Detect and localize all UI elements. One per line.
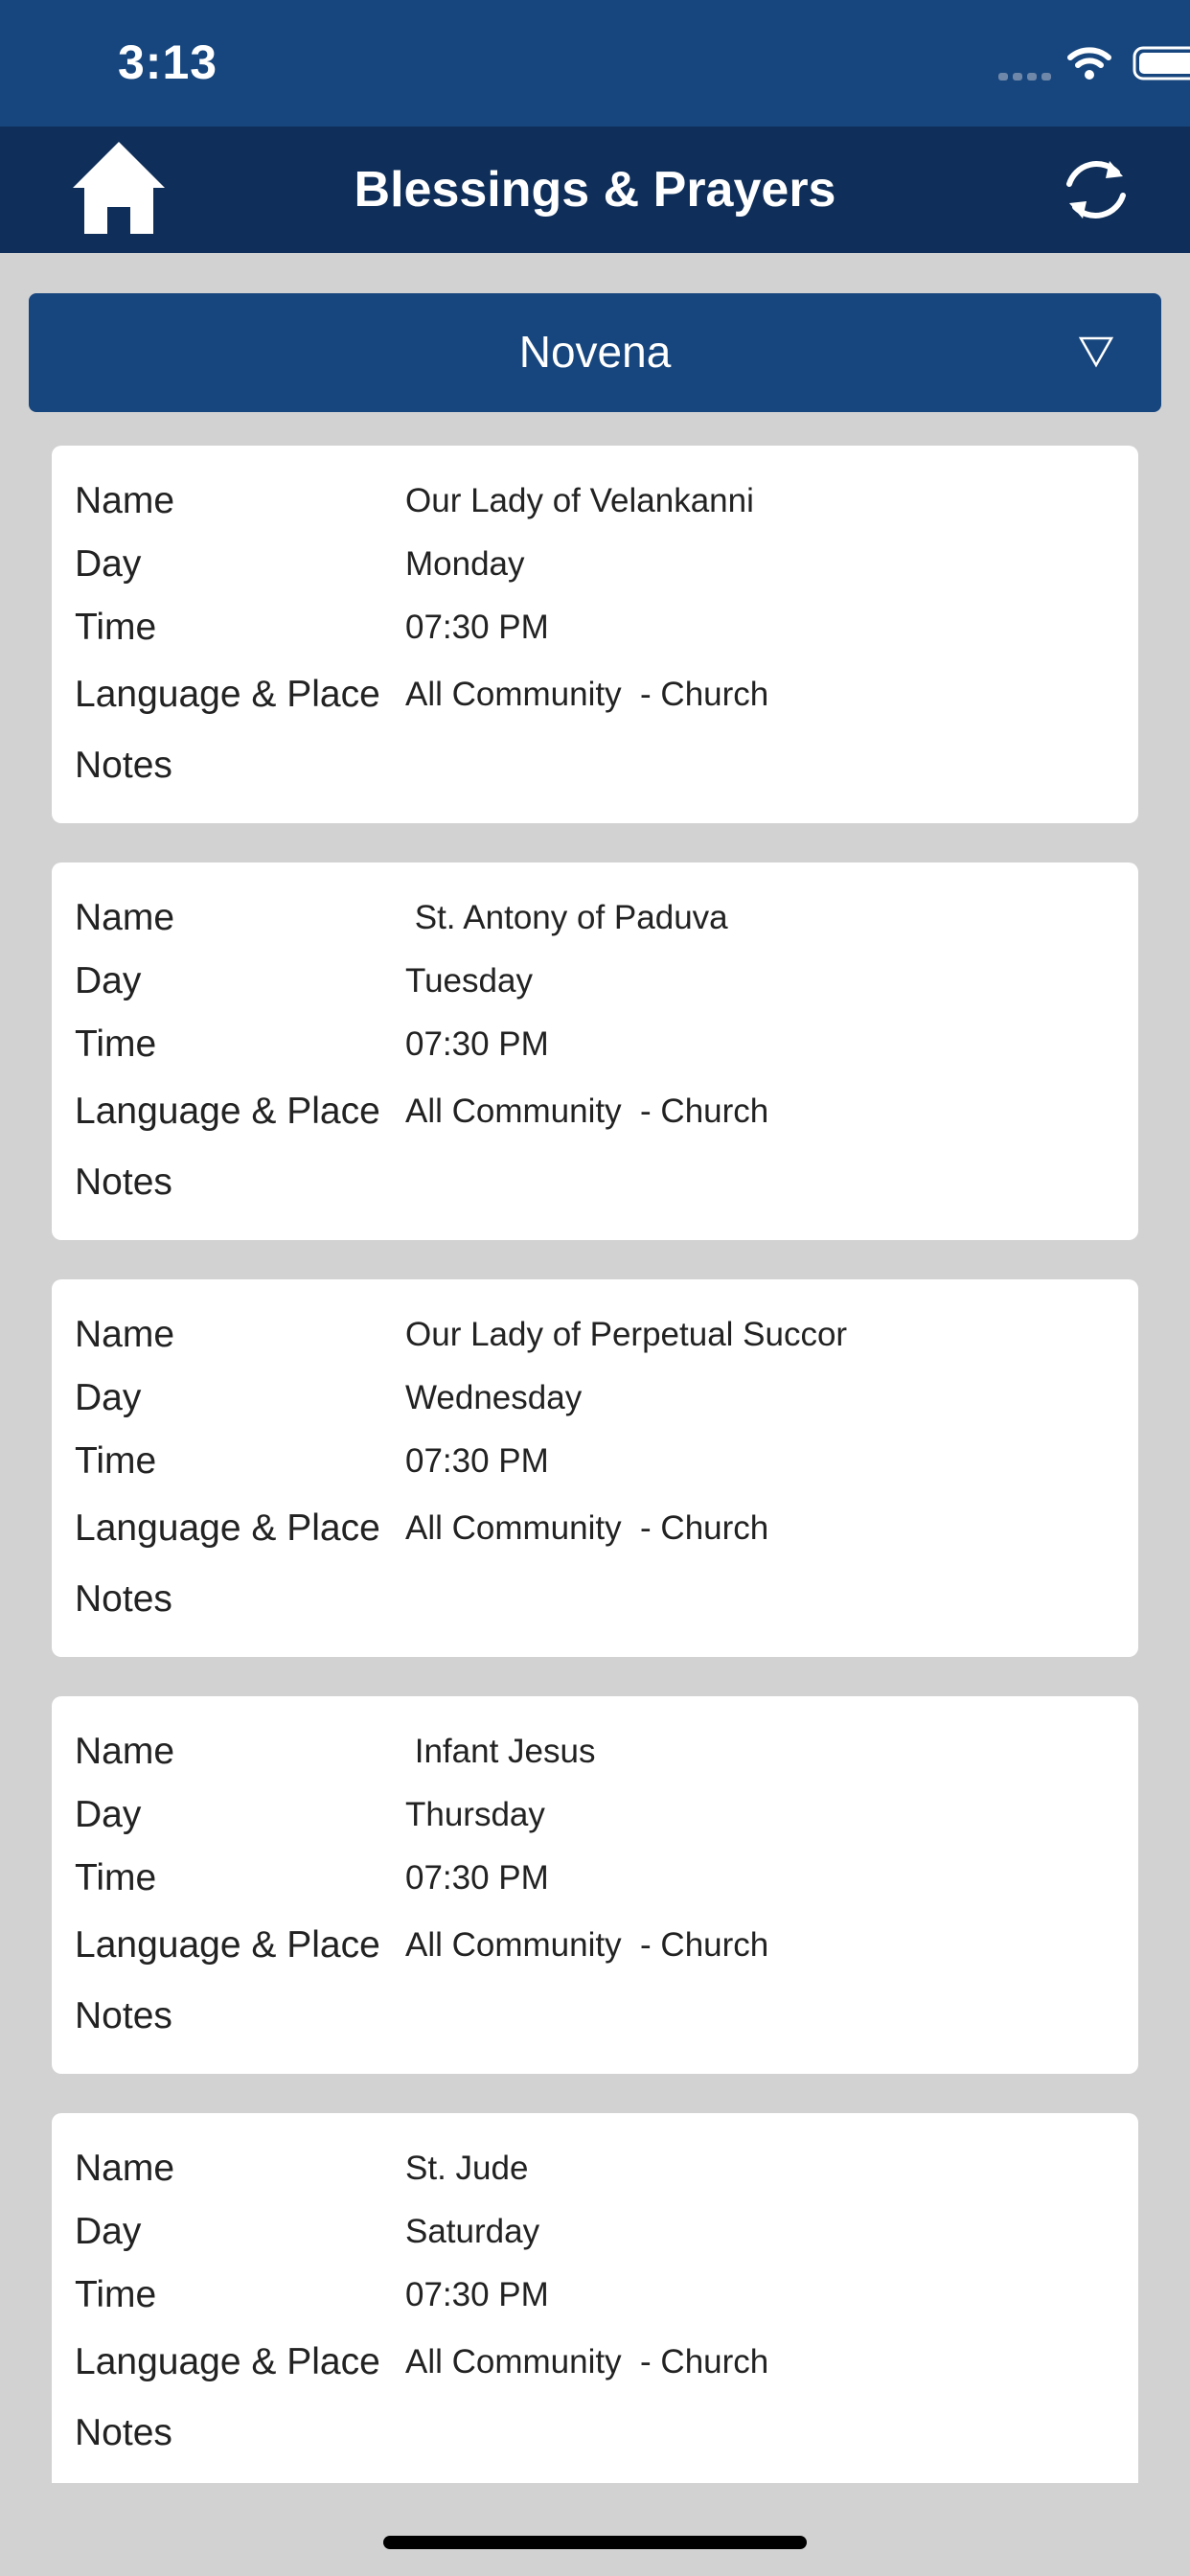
day-value: Wednesday [405, 1379, 583, 1416]
dropdown-selected-label: Novena [518, 327, 672, 377]
place-value: All Community - Church [405, 2343, 769, 2380]
time-label: Time [75, 1024, 157, 1065]
notes-label: Notes [75, 1995, 172, 2036]
name-label: Name [75, 897, 175, 938]
dropdown-arrow-icon [1079, 335, 1113, 368]
name-value: St. Antony of Paduva [405, 899, 728, 936]
battery-icon [1133, 44, 1190, 82]
time-label: Time [75, 1440, 157, 1482]
notes-label: Notes [75, 745, 172, 786]
list-item[interactable] [52, 862, 1138, 1240]
notes-label: Notes [75, 2412, 172, 2453]
category-dropdown[interactable] [29, 293, 1161, 412]
time-value: 07:30 PM [405, 2276, 549, 2313]
place-label: Language & Place [75, 1924, 380, 1966]
page-title: Blessings & Prayers [354, 162, 836, 218]
place-label: Language & Place [75, 674, 380, 715]
novena-list [52, 446, 1138, 2522]
name-label: Name [75, 2148, 175, 2189]
status-time: 3:13 [118, 35, 218, 89]
time-label: Time [75, 1857, 157, 1898]
home-indicator[interactable] [383, 2536, 807, 2549]
wifi-icon [1065, 44, 1113, 82]
place-label: Language & Place [75, 1507, 380, 1549]
nav-bar [0, 126, 1190, 253]
cellular-signal-icon [998, 71, 1056, 82]
place-value: All Community - Church [405, 1926, 769, 1964]
time-label: Time [75, 2274, 157, 2315]
day-label: Day [75, 1377, 142, 1418]
name-value: St. Jude [405, 2150, 529, 2187]
day-value: Monday [405, 545, 525, 583]
time-value: 07:30 PM [405, 1025, 549, 1063]
name-value: Infant Jesus [405, 1733, 596, 1770]
place-value: All Community - Church [405, 676, 769, 713]
time-value: 07:30 PM [405, 609, 549, 646]
day-label: Day [75, 2211, 142, 2252]
place-value: All Community - Church [405, 1092, 769, 1130]
name-value: Our Lady of Perpetual Succor [405, 1316, 848, 1353]
time-value: 07:30 PM [405, 1442, 549, 1480]
time-value: 07:30 PM [405, 1859, 549, 1897]
list-item[interactable] [52, 2113, 1138, 2483]
day-value: Thursday [405, 1796, 545, 1833]
refresh-icon[interactable] [1060, 153, 1133, 226]
list-item[interactable] [52, 446, 1138, 823]
place-label: Language & Place [75, 2341, 380, 2382]
day-label: Day [75, 1794, 142, 1835]
notes-label: Notes [75, 1578, 172, 1620]
name-label: Name [75, 480, 175, 521]
day-value: Saturday [405, 2213, 540, 2250]
list-item[interactable] [52, 1279, 1138, 1657]
day-value: Tuesday [405, 962, 533, 1000]
name-label: Name [75, 1731, 175, 1772]
place-label: Language & Place [75, 1091, 380, 1132]
day-label: Day [75, 543, 142, 585]
list-item[interactable] [52, 1696, 1138, 2074]
name-label: Name [75, 1314, 175, 1355]
day-label: Day [75, 960, 142, 1001]
notes-label: Notes [75, 1162, 172, 1203]
time-label: Time [75, 607, 157, 648]
place-value: All Community - Church [405, 1509, 769, 1547]
status-bar [0, 0, 1190, 126]
name-value: Our Lady of Velankanni [405, 482, 754, 519]
